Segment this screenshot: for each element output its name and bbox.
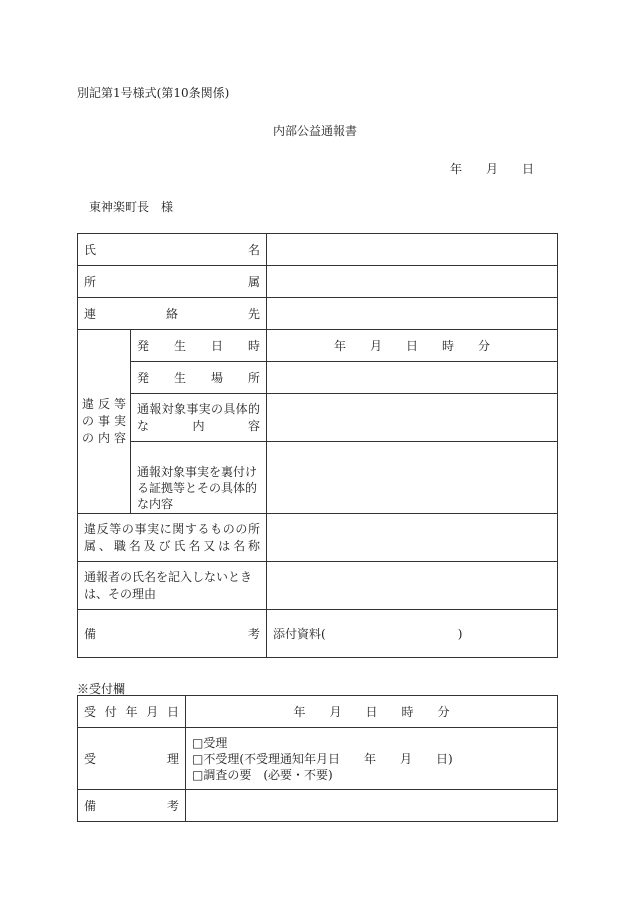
affiliation-label-cell bbox=[78, 266, 267, 298]
occurrence-place-label: 発生場所 bbox=[137, 370, 261, 385]
reception-table bbox=[77, 695, 558, 822]
anonymous-reason-label: 通報者の氏名を記入しないときは、その理由 bbox=[84, 569, 253, 601]
processing-options bbox=[186, 728, 558, 790]
remarks-label-cell bbox=[78, 610, 267, 658]
violation-group-cell bbox=[78, 330, 131, 514]
evidence-label-cell bbox=[131, 442, 267, 514]
anonymous-reason-field[interactable] bbox=[267, 562, 558, 610]
related-person-field[interactable] bbox=[267, 514, 558, 562]
received-date-label: 受付年月日 bbox=[84, 704, 179, 719]
received-date-label-cell bbox=[78, 696, 186, 728]
name-field[interactable] bbox=[267, 234, 558, 266]
evidence-field[interactable] bbox=[267, 442, 558, 514]
received-date-value: 年 月 日 時 分 bbox=[293, 704, 450, 719]
related-person-label: 違反等の事実に関するものの所属、職名及び氏名又は名称 bbox=[84, 521, 261, 553]
report-table bbox=[77, 233, 558, 658]
affiliation-field[interactable] bbox=[267, 266, 558, 298]
anonymous-reason-label-cell bbox=[78, 562, 267, 610]
name-label: 氏名 bbox=[84, 242, 261, 257]
affiliation-label: 所属 bbox=[84, 274, 261, 289]
contact-field[interactable] bbox=[267, 298, 558, 330]
remarks-label: 備考 bbox=[84, 626, 261, 641]
processing-label: 受理 bbox=[84, 751, 179, 766]
specific-content-label: 通報対象事実の具体的な内容 bbox=[137, 401, 261, 433]
contact-label: 連絡先 bbox=[84, 306, 261, 321]
option-accepted[interactable]: □受理 bbox=[192, 735, 228, 750]
occurrence-place-label-cell bbox=[131, 362, 267, 394]
document-title: 内部公益通報書 bbox=[273, 124, 358, 138]
contact-label-cell bbox=[78, 298, 267, 330]
reception-remarks-label: 備考 bbox=[84, 798, 179, 813]
name-label-cell bbox=[78, 234, 267, 266]
processing-label-cell bbox=[78, 728, 186, 790]
occurrence-datetime-label-cell bbox=[131, 330, 267, 362]
attachment-field[interactable] bbox=[267, 610, 558, 658]
related-person-label-cell bbox=[78, 514, 267, 562]
evidence-label: 通報対象事実を裏付ける証拠等とその具体的な内容 bbox=[137, 465, 258, 511]
violation-group-label: 違反等の事実の内容 bbox=[82, 397, 126, 445]
occurrence-datetime-value: 年 月 日 時 分 bbox=[334, 338, 491, 353]
received-date-field[interactable] bbox=[186, 696, 558, 728]
specific-content-field[interactable] bbox=[267, 394, 558, 442]
occurrence-datetime-field[interactable] bbox=[267, 330, 558, 362]
occurrence-place-field[interactable] bbox=[267, 362, 558, 394]
reception-section-label: ※受付欄 bbox=[77, 682, 126, 696]
reception-remarks-label-cell bbox=[78, 790, 186, 822]
addressee: 東神楽町長 様 bbox=[89, 200, 174, 214]
form-number: 別記第1号様式(第10条関係) bbox=[77, 86, 230, 100]
occurrence-datetime-label: 発生日時 bbox=[137, 338, 261, 353]
option-investigation[interactable]: □調査の要 (必要・不要) bbox=[192, 767, 333, 782]
option-rejected[interactable]: □不受理(不受理通知年月日 年 月 日) bbox=[192, 751, 453, 766]
attachment-value: 添付資料( ) bbox=[273, 626, 463, 641]
date-line: 年 月 日 bbox=[450, 162, 535, 176]
specific-content-label-cell bbox=[131, 394, 267, 442]
reception-remarks-field[interactable] bbox=[186, 790, 558, 822]
